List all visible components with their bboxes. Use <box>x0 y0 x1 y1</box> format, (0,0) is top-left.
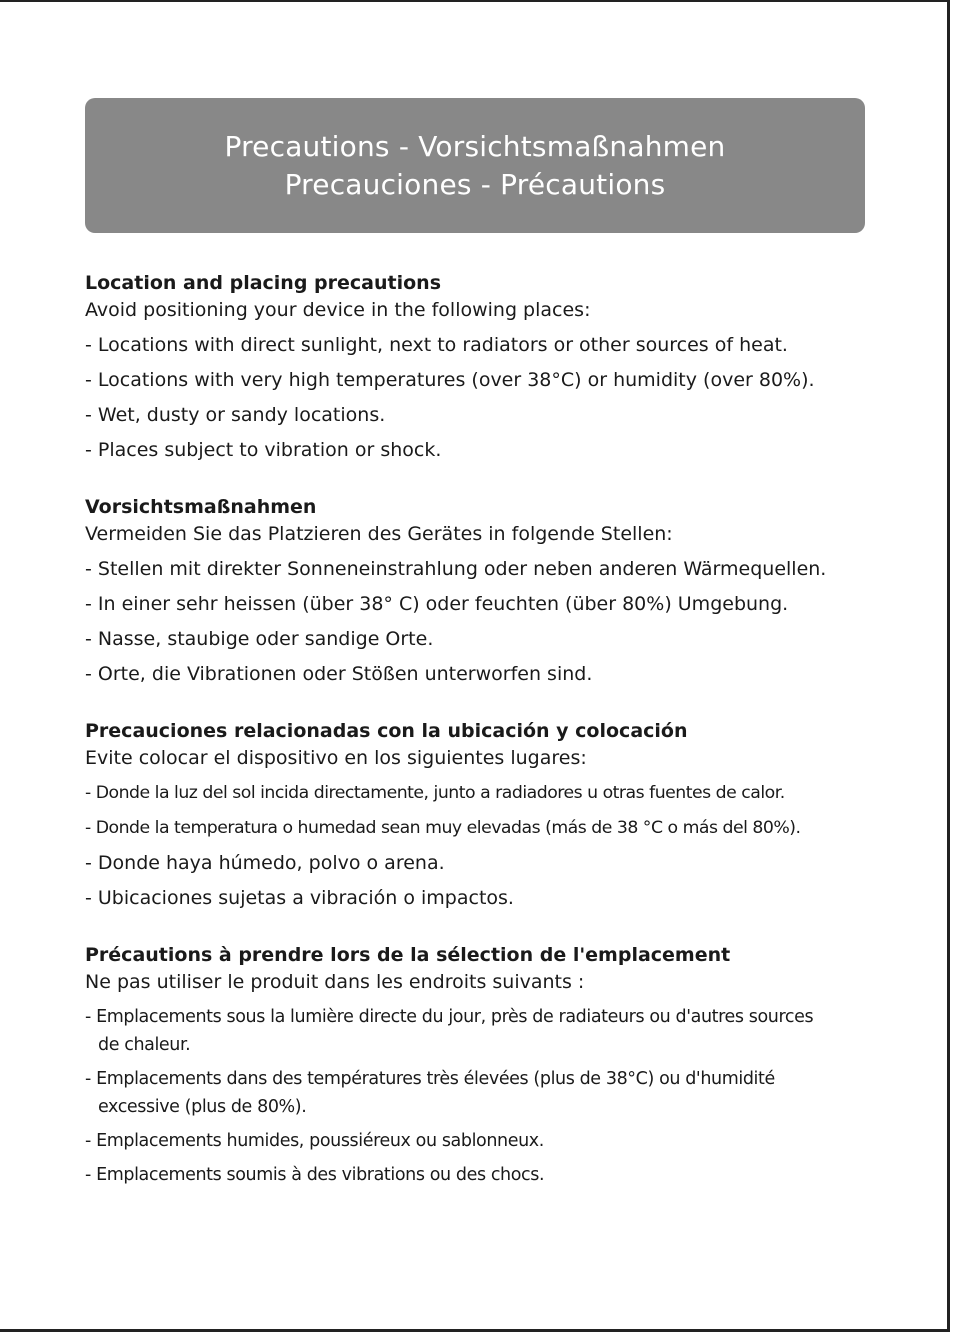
section-english <box>85 270 885 465</box>
section-german <box>85 494 885 689</box>
list-item: - Donde la temperatura o humedad sean muy elevadas (más de 38 °C o más del 80%). <box>85 818 801 838</box>
precaution-list <box>85 1003 885 1189</box>
list-item: - Ubicaciones sujetas a vibración o impactos. <box>85 887 514 909</box>
page-title-banner <box>85 98 865 233</box>
list-item: - Emplacements dans des températures très élevées (plus de 38°C) ou d'humidité excessive (plus de 80%). <box>85 1069 775 1117</box>
precaution-list <box>85 331 885 465</box>
section-title: Précautions à prendre lors de la sélection de l'emplacement <box>85 944 731 966</box>
section-intro: Evite colocar el dispositivo en los siguientes lugares: <box>85 747 587 769</box>
section-intro: Avoid positioning your device in the following places: <box>85 299 591 321</box>
section-title: Vorsichtsmaßnahmen <box>85 496 317 518</box>
list-item: - Places subject to vibration or shock. <box>85 439 442 461</box>
list-item: - Nasse, staubige oder sandige Orte. <box>85 628 434 650</box>
precautions-content <box>85 270 885 1218</box>
list-item: - Locations with direct sunlight, next to radiators or other sources of heat. <box>85 334 788 356</box>
list-item: - Locations with very high temperatures (over 38°C) or humidity (over 80%). <box>85 369 815 391</box>
section-intro: Vermeiden Sie das Platzieren des Gerätes in folgende Stellen: <box>85 523 673 545</box>
list-item: - Stellen mit direkter Sonneneinstrahlung oder neben anderen Wärmequellen. <box>85 558 827 580</box>
title-line-1: Precautions - Vorsichtsmaßnahmen <box>224 129 726 163</box>
precaution-list <box>85 555 885 689</box>
section-title: Precauciones relacionadas con la ubicación y colocación <box>85 720 688 742</box>
list-item: - Donde la luz del sol incida directamente, junto a radiadores u otras fuentes de calor. <box>85 783 785 803</box>
section-french <box>85 942 885 1189</box>
title-line-2: Precauciones - Précautions <box>284 167 666 201</box>
list-item: - Emplacements soumis à des vibrations ou des chocs. <box>85 1165 545 1185</box>
section-intro: Ne pas utiliser le produit dans les endroits suivants : <box>85 971 585 993</box>
precaution-list <box>85 779 885 913</box>
list-item: - Donde haya húmedo, polvo o arena. <box>85 852 445 874</box>
list-item: - Emplacements sous la lumière directe du jour, près de radiateurs ou d'autres sources de chaleur. <box>85 1007 814 1055</box>
list-item: - Wet, dusty or sandy locations. <box>85 404 386 426</box>
list-item: - Orte, die Vibrationen oder Stößen unterworfen sind. <box>85 663 593 685</box>
list-item: - In einer sehr heissen (über 38° C) oder feuchten (über 80%) Umgebung. <box>85 593 789 615</box>
section-title: Location and placing precautions <box>85 272 441 294</box>
section-spanish <box>85 718 885 913</box>
list-item: - Emplacements humides, poussiéreux ou sablonneux. <box>85 1131 544 1151</box>
